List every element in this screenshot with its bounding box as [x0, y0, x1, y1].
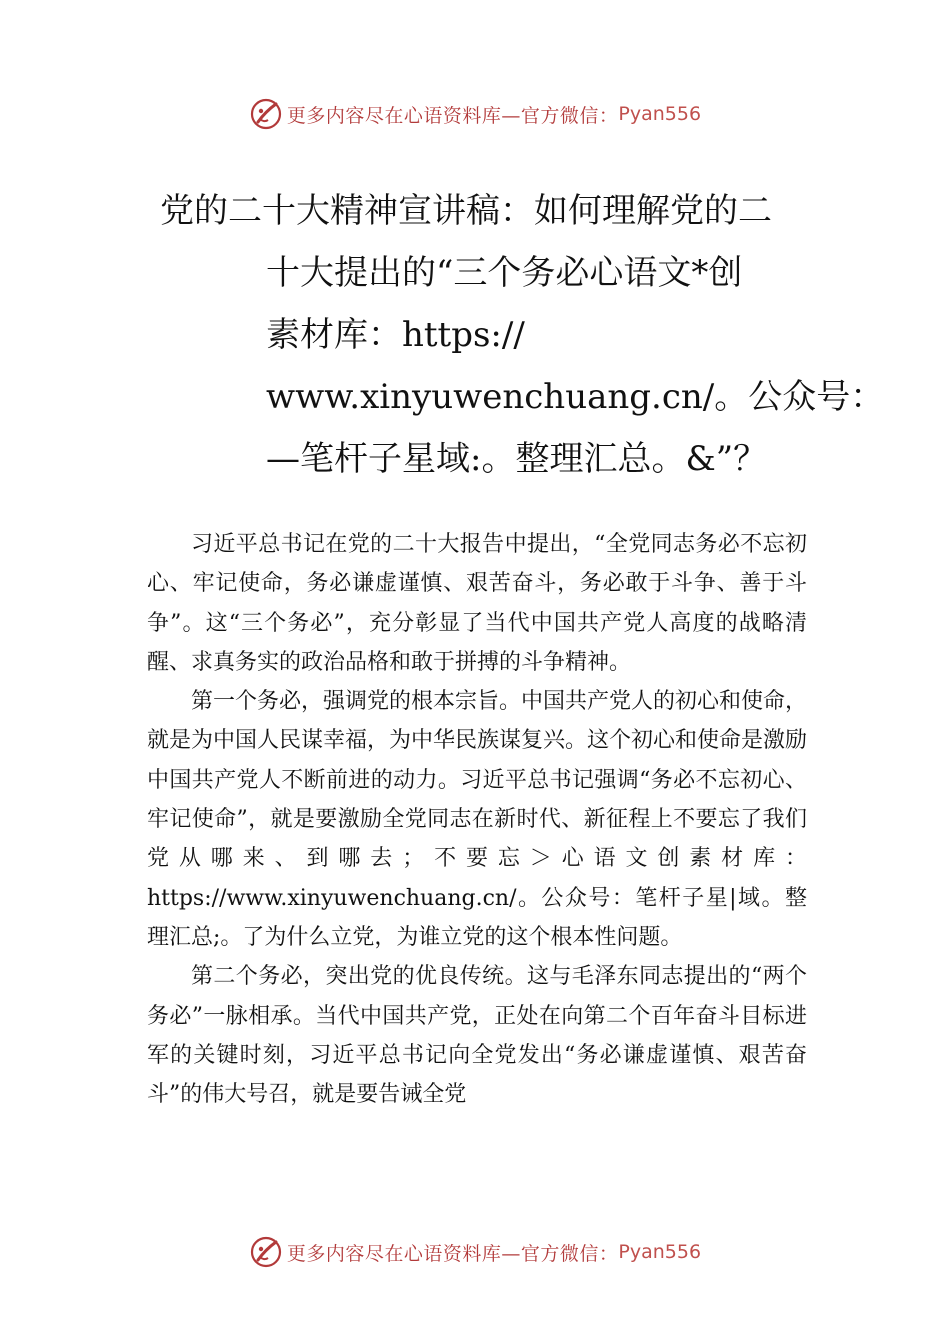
title-line-3: 素材库：https://: [266, 315, 525, 355]
body-paragraph-3: 第二个务必，突出党的优良传统。这与毛泽东同志提出的“两个务必”一脉相承。当代中国共产党，正处在向第二个百年奋斗目标进军的关键时刻，习近平总书记向全党发出“务必谦虚谨慎、艰苦奋斗”的伟大号召，就是要告诫全党: [147, 964, 807, 1108]
header-watermark-banner: [0, 94, 950, 134]
title-line-2: 十大提出的“三个务必心语文*创: [266, 253, 743, 293]
header-banner-wechat: Pyan556: [618, 103, 702, 125]
body-paragraph-2: 第一个务必，强调党的根本宗旨。中国共产党人的初心和使命，就是为中国人民谋幸福，为中华民族谋复兴。这个初心和使命是激励中国共产党人不断前进的动力。习近平总书记强调“务必不忘初心、牢记使命”，就是要激励全党同志在新时代、新征程上不要忘了我们党从哪来、到哪去；不要忘＞心语文创素材库：https://www.xinyuwenchuang.cn/。公众号：笔杆子星|域。整理汇总;。了为什么立党，为谁立党的这个根本性问题。: [147, 689, 808, 950]
body-paragraph-1: 习近平总书记在党的二十大报告中提出，“全党同志务必不忘初心、牢记使命，务必谦虚谨慎、艰苦奋斗，务必敢于斗争、善于斗争”。这“三个务必”，充分彰显了当代中国共产党人高度的战略清醒、求真务实的政治品格和敢于拼搏的斗争精神。: [147, 532, 807, 675]
title-line-1: 党的二十大精神宣讲稿：如何理解党的二: [160, 191, 772, 231]
title-line-4: www.xinyuwenchuang.cn/。公众号：: [266, 377, 885, 417]
brush-logo-icon: [249, 97, 283, 131]
footer-banner-wechat: Pyan556: [618, 1241, 702, 1263]
document-body: [147, 525, 807, 1114]
header-banner-text: 更多内容尽在心语资料库—官方微信：: [286, 104, 619, 127]
footer-banner-text: 更多内容尽在心语资料库—官方微信：: [286, 1242, 619, 1265]
footer-watermark-banner: [0, 1232, 950, 1272]
document-title: [0, 180, 950, 490]
brush-logo-icon: [249, 1235, 283, 1269]
title-line-5: —笔杆子星域:。整理汇总。&”？: [266, 439, 768, 479]
